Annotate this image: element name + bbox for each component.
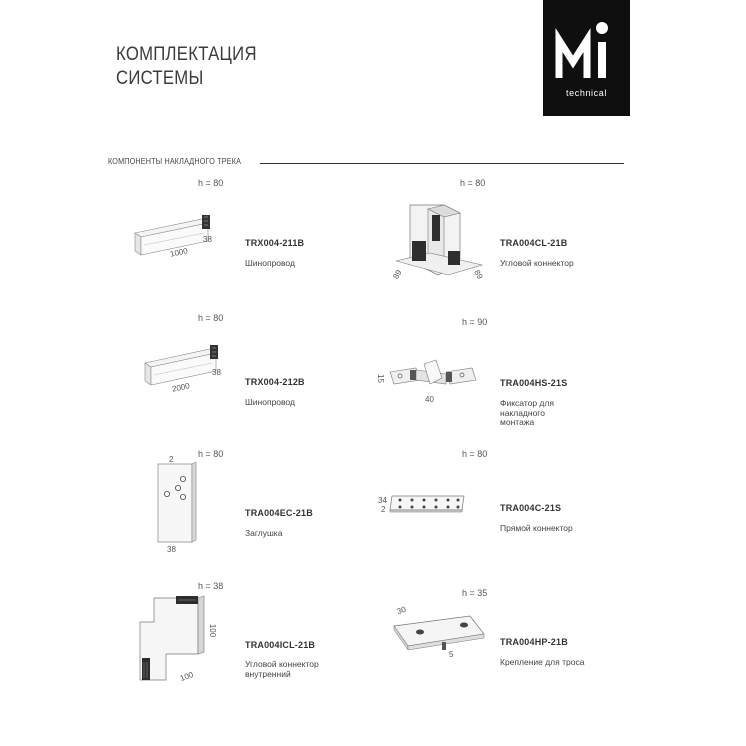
- end-cap-drawing: [152, 460, 212, 550]
- inner-corner-connector-drawing: [132, 592, 217, 687]
- height-label: h = 80: [198, 178, 224, 188]
- product-description: Угловой коннектор внутренний: [245, 659, 319, 679]
- product-code: TRA004C-21S: [500, 503, 562, 513]
- dim-width: 30: [395, 604, 408, 617]
- title-line-1: КОМПЛЕКТАЦИЯ: [116, 44, 257, 65]
- dim-width: 38: [203, 235, 212, 244]
- brand-logo: [543, 0, 630, 116]
- product-code: TRA004HP-21B: [500, 637, 568, 647]
- product-description: Прямой коннектор: [500, 523, 573, 533]
- height-label: h = 35: [462, 588, 488, 598]
- section-divider: [260, 163, 624, 164]
- product-description: Заглушка: [245, 528, 283, 538]
- straight-connector-drawing: [386, 490, 471, 520]
- dim-width: 38: [167, 545, 176, 554]
- dim-length: 1000: [169, 246, 189, 259]
- mount-bracket-drawing: [386, 358, 486, 403]
- height-label: h = 80: [198, 313, 224, 323]
- product-code: TRA004ICL-21B: [245, 640, 316, 650]
- product-description: Шинопровод: [245, 258, 295, 268]
- product-code: TRA004CL-21B: [500, 238, 568, 248]
- page-title: [116, 43, 257, 91]
- height-label: h = 80: [462, 449, 488, 459]
- mi-logo-mark: [543, 0, 630, 90]
- dim-width: 38: [212, 368, 221, 377]
- height-label: h = 80: [198, 449, 224, 459]
- dim-length: 40: [425, 395, 434, 404]
- product-description: Угловой коннектор: [500, 258, 574, 268]
- product-code: TRX004-211B: [245, 238, 305, 248]
- section-label: КОМПОНЕНТЫ НАКЛАДНОГО ТРЕКА: [108, 157, 242, 166]
- height-label: h = 80: [460, 178, 486, 188]
- product-description: Крепление для троса: [500, 657, 585, 667]
- dim-thickness: 2: [381, 505, 386, 514]
- dim-thickness: 5: [449, 650, 454, 659]
- dim-length: 2000: [171, 381, 191, 394]
- logo-subtitle: technical: [566, 88, 607, 98]
- dim-width: 34: [378, 496, 387, 505]
- product-description: Шинопровод: [245, 397, 295, 407]
- dim-side-b: 100: [178, 669, 195, 684]
- product-code: TRA004EC-21B: [245, 508, 313, 518]
- dim-height: 15: [375, 374, 385, 383]
- cable-mount-drawing: [390, 612, 490, 657]
- product-code: TRA004HS-21S: [500, 378, 568, 388]
- height-label: h = 38: [198, 581, 224, 591]
- height-label: h = 90: [462, 317, 488, 327]
- dim-side-a: 89: [391, 268, 404, 281]
- dim-side-b: 89: [472, 268, 485, 281]
- dim-side-a: 100: [208, 623, 218, 638]
- title-line-2: СИСТЕМЫ: [116, 68, 204, 89]
- product-code: TRX004-212B: [245, 377, 305, 387]
- product-description: Фиксатор для накладного монтажа: [500, 398, 554, 427]
- dim-thickness: 2: [169, 455, 174, 464]
